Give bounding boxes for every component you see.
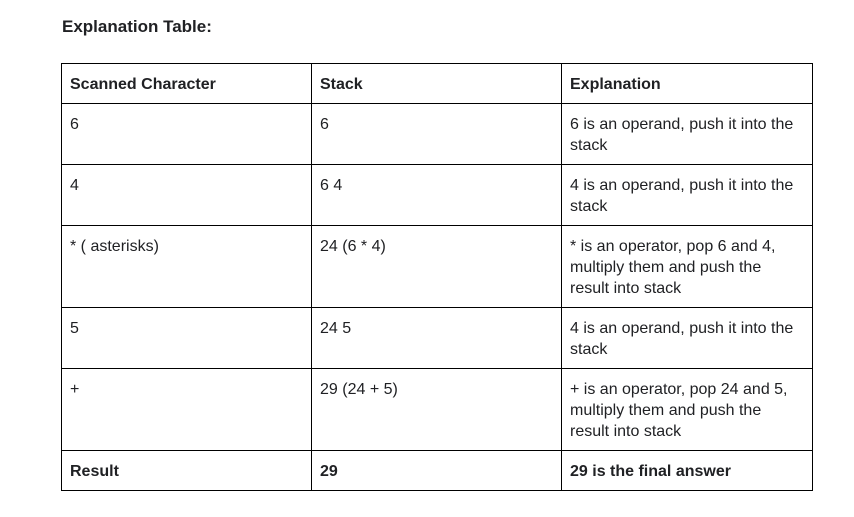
table-row [62, 308, 813, 369]
table-row [62, 165, 813, 226]
cell-explanation: 4 is an operand, push it into the stack [562, 308, 813, 369]
result-stack: 29 [312, 451, 562, 491]
table-row [62, 104, 813, 165]
cell-scanned: 5 [62, 308, 312, 369]
header-explanation: Explanation [562, 64, 813, 104]
table-header-row [62, 64, 813, 104]
table-row [62, 226, 813, 308]
cell-stack: 24 5 [312, 308, 562, 369]
cell-explanation: 6 is an operand, push it into the stack [562, 104, 813, 165]
cell-scanned: + [62, 369, 312, 451]
explanation-table [61, 63, 813, 491]
table-row [62, 369, 813, 451]
cell-explanation: 4 is an operand, push it into the stack [562, 165, 813, 226]
cell-scanned: 4 [62, 165, 312, 226]
cell-explanation: + is an operator, pop 24 and 5, multiply them and push the result into stack [562, 369, 813, 451]
cell-stack: 6 [312, 104, 562, 165]
cell-stack: 24 (6 * 4) [312, 226, 562, 308]
cell-scanned: 6 [62, 104, 312, 165]
cell-scanned: * ( asterisks) [62, 226, 312, 308]
cell-explanation: * is an operator, pop 6 and 4, multiply them and push the result into stack [562, 226, 813, 308]
cell-stack: 29 (24 + 5) [312, 369, 562, 451]
cell-stack: 6 4 [312, 165, 562, 226]
result-label: Result [62, 451, 312, 491]
header-stack: Stack [312, 64, 562, 104]
table-heading: Explanation Table: [62, 17, 212, 36]
result-row [62, 451, 813, 491]
header-scanned-character: Scanned Character [62, 64, 312, 104]
result-explanation: 29 is the final answer [562, 451, 813, 491]
